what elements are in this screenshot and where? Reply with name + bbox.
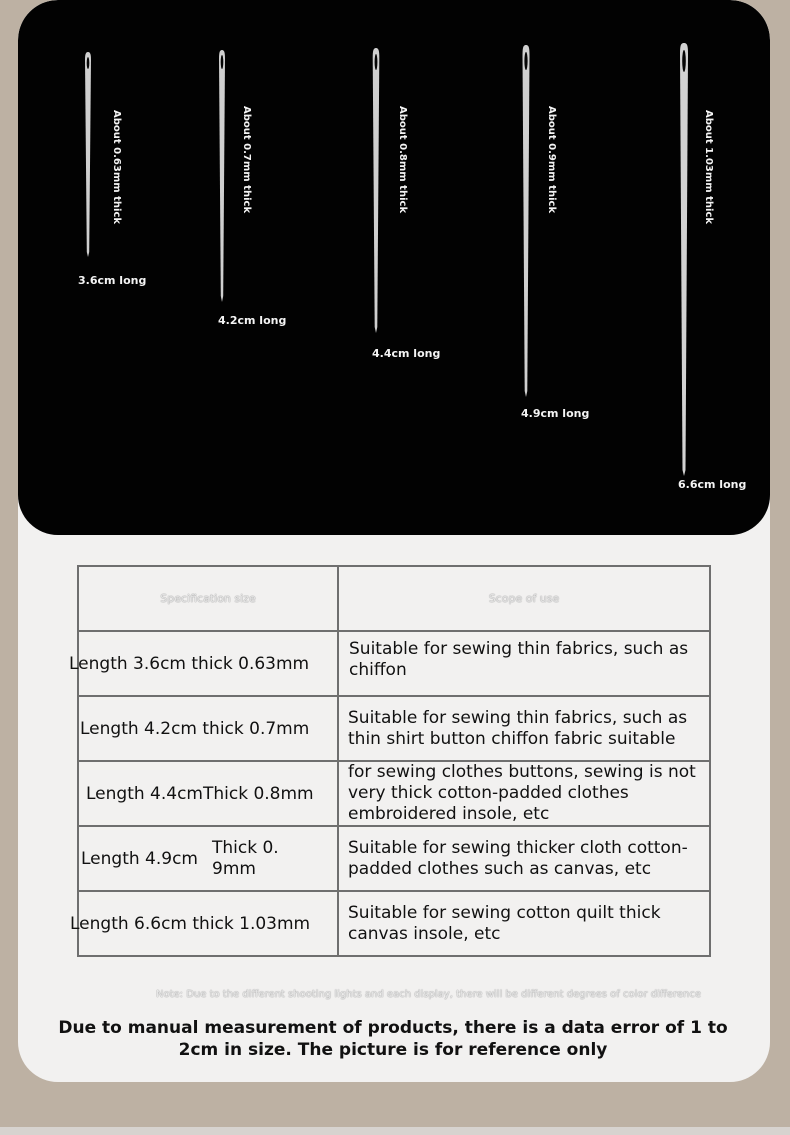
table-row: [78, 891, 710, 956]
spec-thickness: thick 0.63mm: [191, 653, 310, 674]
spec-length: Length 4.4cm: [86, 783, 203, 804]
spec-thickness: Thick 0.8mm: [202, 783, 314, 804]
bottom-strip: [0, 1127, 790, 1135]
spec-size-cell: [78, 761, 338, 826]
scope-of-use-text: Suitable for sewing thin fabrics, such as thin shirt button chiffon fabric suitable: [348, 707, 688, 749]
needle-icon: [370, 48, 382, 333]
spec-length: Length 4.9cm: [81, 848, 198, 869]
spec-thickness: thick 0.7mm: [202, 718, 310, 739]
needle-5-length-label: 6.6cm long: [678, 478, 747, 491]
needle-5-thickness-label: About 1.03mm thick: [703, 110, 714, 225]
measurement-disclaimer: Due to manual measurement of products, there is a data error of 1 to 2cm in size. The picture is for reference only: [58, 1018, 728, 1060]
spec-thickness: thick 1.03mm: [192, 913, 311, 934]
needle-4-length-label: 4.9cm long: [521, 407, 590, 420]
table-row: [78, 631, 710, 696]
needle-3-length-label: 4.4cm long: [372, 347, 441, 360]
scope-of-use-text: Suitable for sewing cotton quilt thick canvas insole, etc: [348, 902, 661, 944]
scope-of-use-text: Suitable for sewing thin fabrics, such as chiffon: [349, 638, 689, 680]
header-scope-of-use: Scope of use: [338, 566, 710, 631]
scope-of-use-cell: [338, 631, 710, 696]
table-row: [78, 826, 710, 891]
spec-size-cell: [78, 826, 338, 891]
needle-1-length-label: 3.6cm long: [78, 274, 147, 287]
scope-of-use-text: Suitable for sewing thicker cloth cotton-padded clothes such as canvas, etc: [348, 837, 688, 879]
scope-of-use-text: for sewing clothes buttons, sewing is not very thick cotton-padded clothes embroidered insole, etc: [348, 762, 696, 824]
needle-2-length-label: 4.2cm long: [218, 314, 287, 327]
scope-of-use-cell: [338, 891, 710, 956]
color-difference-note: Note: Due to the different shooting lights and each display, there will be different degrees of color difference: [155, 989, 701, 1000]
scope-of-use-cell: [338, 826, 710, 891]
spec-thickness: Thick 0. 9mm: [212, 837, 279, 879]
spec-size-cell: [70, 891, 338, 956]
needle-3-thickness-label: About 0.8mm thick: [397, 106, 408, 214]
spec-size-cell: [69, 631, 338, 696]
needle-icon: [216, 50, 228, 302]
needle-4-thickness-label: About 0.9mm thick: [546, 106, 557, 214]
table-row: [78, 761, 710, 826]
spec-size-cell: [78, 696, 338, 761]
needle-photo: [18, 0, 770, 535]
needle-1-thickness-label: About 0.63mm thick: [111, 110, 122, 225]
needle-icon: [519, 45, 533, 397]
specification-table: [69, 565, 711, 957]
spec-length: Length 4.2cm: [80, 718, 197, 739]
needle-2-thickness-label: About 0.7mm thick: [241, 106, 252, 214]
header-specification-size: Specification size: [78, 566, 338, 631]
scope-of-use-cell: [338, 696, 710, 761]
scope-of-use-cell: [338, 761, 710, 826]
needle-icon: [676, 43, 692, 476]
product-card: [18, 0, 770, 1082]
spec-length: Length 6.6cm: [70, 913, 187, 934]
spec-length: Length 3.6cm: [69, 653, 186, 674]
needle-icon: [82, 52, 94, 257]
table-row: [78, 696, 710, 761]
table-header-row: [78, 566, 710, 631]
